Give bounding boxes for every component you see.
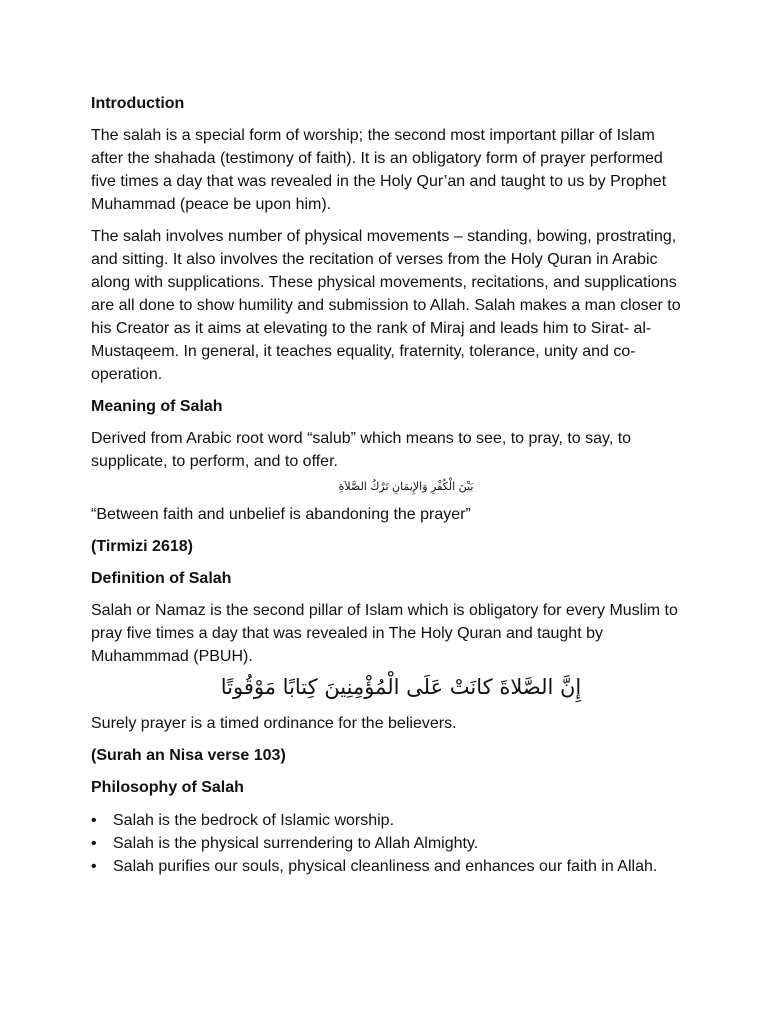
hadith-arabic-text: بَيْنَ الْكُفْرِ وَالإِيمَانِ تَرْكُ الصَّلاَةِ [338,480,474,493]
list-item [91,855,691,878]
introduction-paragraph-1: The salah is a special form of worship; the second most important pillar of Islam after the shahada (testimony of faith). It is an obligatory form of prayer performed five times a day that was revealed in the Holy Qur’an and taught to us by Prophet Muhammad (peace be upon him). [91,127,667,213]
meaning-heading: Meaning of Salah [91,398,223,415]
bullet-icon: • [91,858,97,875]
philosophy-heading: Philosophy of Salah [91,779,244,796]
hadith-reference: (Tirmizi 2618) [91,538,193,555]
quran-verse-reference: (Surah an Nisa verse 103) [91,747,286,764]
bullet-icon: • [91,812,97,829]
bullet-icon: • [91,835,97,852]
meaning-paragraph: Derived from Arabic root word “salub” which means to see, to pray, to say, to supplicate, to perform, and to offer. [91,430,632,470]
list-item [91,832,691,855]
philosophy-bullet-list [91,809,691,878]
introduction-heading: Introduction [91,95,185,112]
list-item-text: Salah is the physical surrendering to Allah Almighty. [113,835,479,852]
definition-heading: Definition of Salah [91,570,232,587]
document-body [91,92,691,878]
quran-verse-translation: Surely prayer is a timed ordinance for the believers. [91,715,457,732]
definition-paragraph: Salah or Namaz is the second pillar of Islam which is obligatory for every Muslim to pray five times a day that was revealed in The Holy Quran and taught by Muhammmad (PBUH). [91,602,678,665]
introduction-paragraph-2: The salah involves number of physical movements – standing, bowing, prostrating, and sitting. It also involves the recitation of verses from the Holy Quran in Arabic along with supplications. These physical movements, recitations, and supplications are all done to show humility and submission to Allah. Salah makes a man closer to his Creator as it aims at elevating to the rank of Miraj and leads him to Sirat- al-Mustaqeem. In general, it teaches equality, fraternity, tolerance, unity and co-operation. [91,228,681,383]
list-item-text: Salah purifies our souls, physical cleanliness and enhances our faith in Allah. [113,858,658,875]
list-item [91,809,691,832]
list-item-text: Salah is the bedrock of Islamic worship. [113,812,395,829]
quran-verse-arabic-text: إِنَّ الصَّلاةَ كانَتْ عَلَى الْمُؤْمِنِينَ كِتابًا مَوْقُوتًا [220,675,582,699]
hadith-translation: “Between faith and unbelief is abandoning the prayer” [91,506,471,523]
